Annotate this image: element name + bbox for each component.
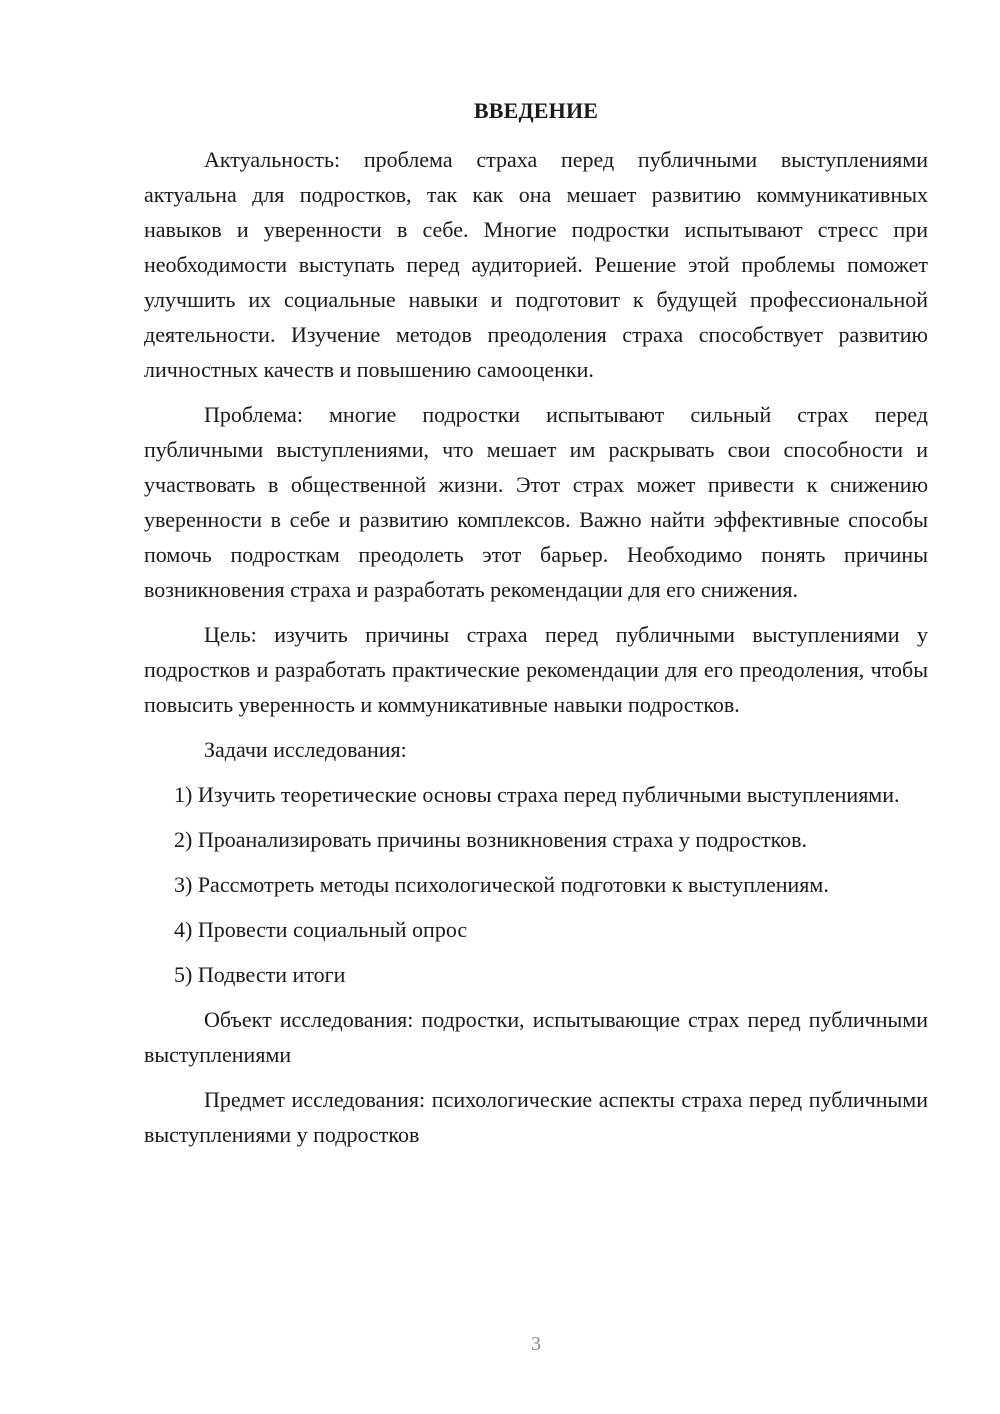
document-body xyxy=(144,142,928,1162)
page-number: 3 xyxy=(531,1333,541,1355)
tasks-title: Задачи исследования: xyxy=(204,737,407,762)
document-page xyxy=(144,0,928,1414)
subject-paragraph: Предмет исследования: психологические аспекты страха перед публичными выступлениями у подростков xyxy=(144,1087,928,1147)
task-item-3: 3) Рассмотреть методы психологической подготовки к выступлениям. xyxy=(174,872,829,897)
relevance-paragraph: Актуальность: проблема страха перед публичными выступлениями актуальна для подростков, так как она мешает развитию коммуникативных навыков и уверенности в себе. Многие подростки испытывают стресс при необходимости выступать перед аудиторией. Решение этой проблемы поможет улучшить их социальные навыки и подготовит к будущей профессиональной деятельности. Изучение методов преодоления страха способствует развитию личностных качеств и повышению самооценки. xyxy=(144,147,928,382)
task-item-1: 1) Изучить теоретические основы страха перед публичными выступлениями. xyxy=(174,782,900,807)
task-item-5: 5) Подвести итоги xyxy=(174,962,346,987)
task-item-2: 2) Проанализировать причины возникновения страха у подростков. xyxy=(174,827,808,852)
goal-paragraph: Цель: изучить причины страха перед публичными выступлениями у подростков и разработать практические рекомендации для его преодоления, чтобы повысить уверенность и коммуникативные навыки подростков. xyxy=(144,622,928,717)
task-item-4: 4) Провести социальный опрос xyxy=(174,917,468,942)
object-paragraph: Объект исследования: подростки, испытывающие страх перед публичными выступлениями xyxy=(144,1007,928,1067)
page-title: ВВЕДЕНИЕ xyxy=(473,98,599,123)
problem-paragraph: Проблема: многие подростки испытывают сильный страх перед публичными выступлениями, что мешает им раскрывать свои способности и участвовать в общественной жизни. Этот страх может привести к снижению уверенности в себе и развитию комплексов. Важно найти эффективные способы помочь подросткам преодолеть этот барьер. Необходимо понять причины возникновения страха и разработать рекомендации для его снижения. xyxy=(144,402,928,602)
